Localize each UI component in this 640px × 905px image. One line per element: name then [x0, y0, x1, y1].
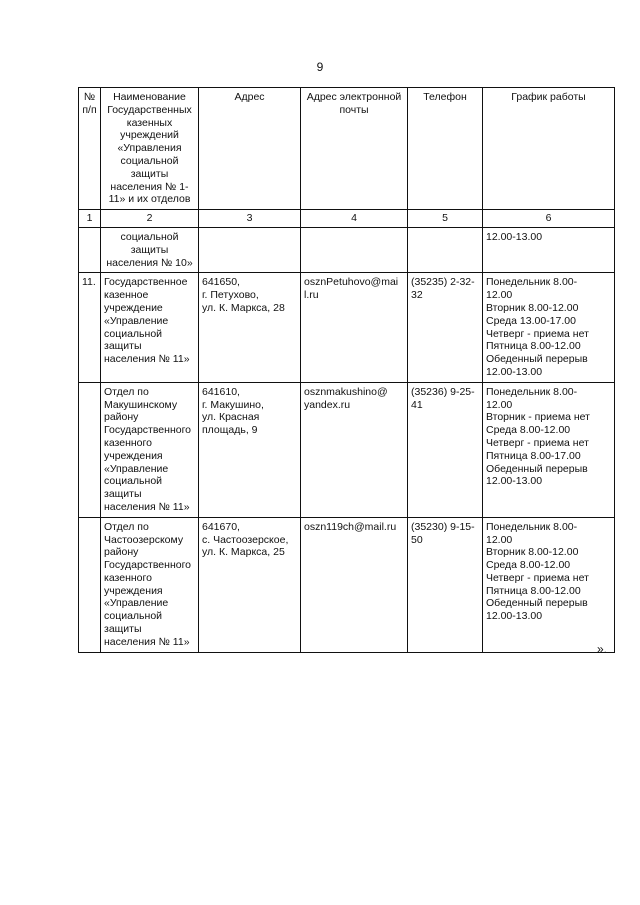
row-address: 641650, г. Петухово, ул. К. Маркса, 28 — [199, 273, 301, 382]
row-email: osznPetuhovo@mai l.ru — [301, 273, 408, 382]
header-name: Наименование Государственных казенных учреждений «Управления социальной защиты населения № 1- 11» и их отделов — [101, 88, 199, 210]
table-row — [79, 227, 615, 272]
table-row — [79, 273, 615, 382]
column-number: 4 — [301, 210, 408, 228]
institutions-table — [78, 87, 615, 653]
table-row — [79, 382, 615, 517]
row-address: 641610, г. Макушино, ул. Красная площадь, 9 — [199, 382, 301, 517]
header-schedule: График работы — [483, 88, 615, 210]
row-email: oszn119ch@mail.ru — [301, 517, 408, 652]
column-number-row — [79, 210, 615, 228]
header-email: Адрес электронной почты — [301, 88, 408, 210]
row-schedule: Понедельник 8.00- 12.00 Вторник - приема нет Среда 8.00-12.00 Четверг - приема нет Пятница 8.00-17.00 Обеденный перерыв 12.00-13.00 — [483, 382, 615, 517]
header-phone: Телефон — [408, 88, 483, 210]
row-phone — [408, 227, 483, 272]
row-email — [301, 227, 408, 272]
row-name: Отдел по Частоозерскому району Государственного казенного учреждения «Управление социальной защиты населения № 11» — [101, 517, 199, 652]
row-phone: (35236) 9-25- 41 — [408, 382, 483, 517]
column-number: 6 — [483, 210, 615, 228]
closing-quote: ». — [597, 642, 608, 656]
column-number: 3 — [199, 210, 301, 228]
row-num — [79, 382, 101, 517]
header-address: Адрес — [199, 88, 301, 210]
row-schedule: Понедельник 8.00- 12.00 Вторник 8.00-12.00 Среда 13.00-17.00 Четверг - приема нет Пятница 8.00-12.00 Обеденный перерыв 12.00-13.00 — [483, 273, 615, 382]
row-email: osznmakushino@ yandex.ru — [301, 382, 408, 517]
row-name: социальной защиты населения № 10» — [101, 227, 199, 272]
header-num: № п/п — [79, 88, 101, 210]
row-num: 11. — [79, 273, 101, 382]
row-phone: (35230) 9-15- 50 — [408, 517, 483, 652]
column-number: 1 — [79, 210, 101, 228]
column-number: 5 — [408, 210, 483, 228]
row-name: Отдел по Макушинскому району Государственного казенного учреждения «Управление социальной защиты населения № 11» — [101, 382, 199, 517]
table-header-row — [79, 88, 615, 210]
row-phone: (35235) 2-32- 32 — [408, 273, 483, 382]
page-number: 9 — [316, 60, 324, 74]
row-num — [79, 517, 101, 652]
column-number: 2 — [101, 210, 199, 228]
row-num — [79, 227, 101, 272]
table-row — [79, 517, 615, 652]
row-schedule: Понедельник 8.00- 12.00 Вторник 8.00-12.00 Среда 8.00-12.00 Четверг - приема нет Пятница 8.00-12.00 Обеденный перерыв 12.00-13.00 — [483, 517, 615, 652]
row-address — [199, 227, 301, 272]
row-address: 641670, с. Частоозерское, ул. К. Маркса, 25 — [199, 517, 301, 652]
row-schedule: 12.00-13.00 — [483, 227, 615, 272]
row-name: Государственное казенное учреждение «Управление социальной защиты населения № 11» — [101, 273, 199, 382]
